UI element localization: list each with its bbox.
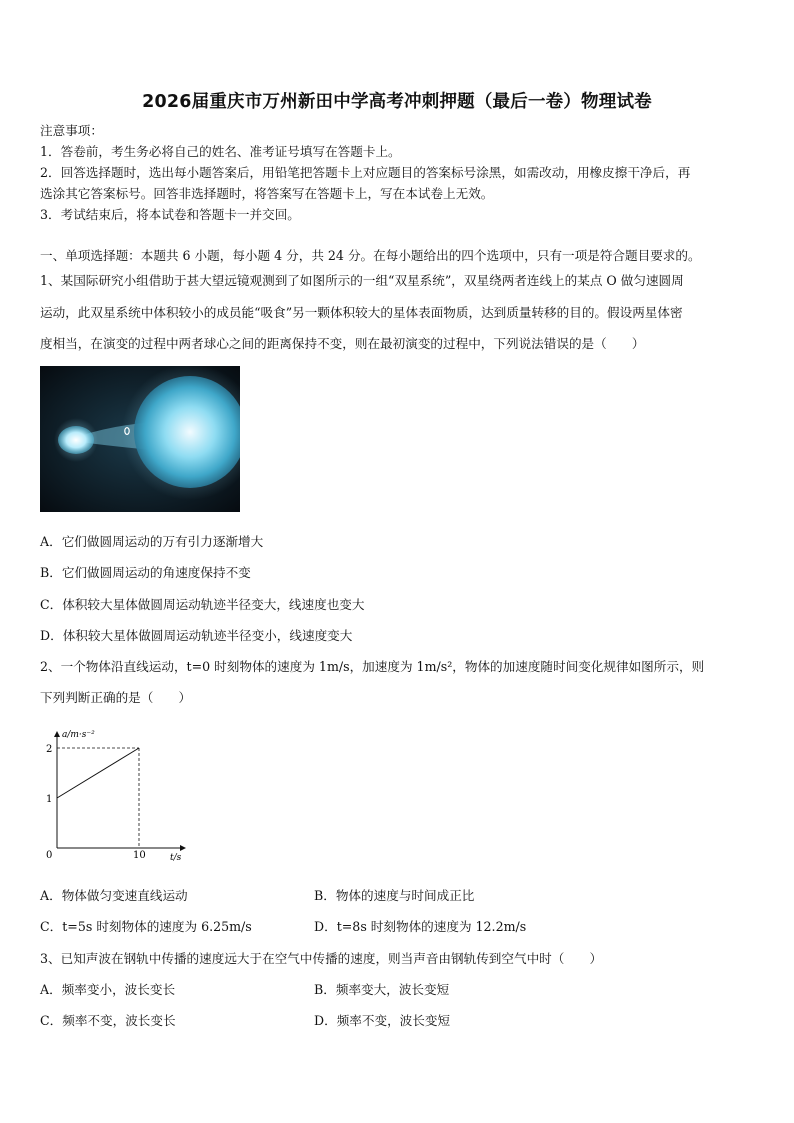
q1-option-b: B．它们做圆周运动的角速度保持不变 [40, 565, 251, 580]
q3-option-a: A．频率变小，波长变长 [40, 982, 176, 997]
section-heading: 一、单项选择题：本题共 6 小题，每小题 4 分，共 24 分。在每小题给出的四个选项中，只有一项是符合题目要求的。 [40, 248, 701, 263]
y-tick-label: 1 [46, 794, 53, 805]
q1-line-2: 运动，此双星系统中体积较小的成员能“吸食”另一颗体积较大的星体表面物质，达到质量转移的目的。假设两星体密 [40, 305, 683, 320]
acceleration-line [57, 748, 139, 798]
q2-option-a: A．物体做匀变速直线运动 [40, 888, 188, 903]
notice-line-2: 2．回答选择题时，选出每小题答案后，用铅笔把答题卡上对应题目的答案标号涂黑，如需改动，用橡皮擦干净后，再 [40, 165, 691, 180]
q1-option-c: C．体积较大星体做圆周运动轨迹半径变大，线速度也变大 [40, 597, 365, 612]
q1-line-1: 1、某国际研究小组借助于甚大望远镜观测到了如图所示的一组“双星系统”，双星绕两者连线上的某点 O 做匀速圆周 [40, 273, 684, 288]
notice-line-3: 选涂其它答案标号。回答非选择题时，将答案写在答题卡上，写在本试卷上无效。 [40, 186, 494, 201]
q3-line: 3、已知声波在钢轨中传播的速度远大于在空气中传播的速度，则当声音由钢轨传到空气中时（ ） [40, 951, 603, 966]
page-title: 2026届重庆市万州新田中学高考冲刺押题（最后一卷）物理试卷 [142, 92, 652, 112]
x-tick-label: 10 [133, 850, 146, 861]
notice-line-1: 1．答卷前，考生务必将自己的姓名、准考证号填写在答题卡上。 [40, 144, 401, 159]
q1-option-a: A．它们做圆周运动的万有引力逐渐增大 [40, 534, 264, 549]
origin-label: 0 [46, 850, 53, 861]
q2-option-c: C．t=5s 时刻物体的速度为 6.25m/s [40, 919, 252, 934]
y-axis-label: a/m·s⁻² [62, 730, 95, 740]
q2-option-d: D．t=8s 时刻物体的速度为 12.2m/s [314, 919, 527, 934]
q3-option-c: C．频率不变，波长变长 [40, 1013, 176, 1028]
q3-option-d: D．频率不变，波长变短 [314, 1013, 451, 1028]
notice-line-4: 3．考试结束后，将本试卷和答题卡一并交回。 [40, 207, 300, 222]
y-tick-label: 2 [46, 744, 53, 755]
q1-option-d: D．体积较大星体做圆周运动轨迹半径变小，线速度变大 [40, 628, 353, 643]
q3-option-b: B．频率变大，波长变短 [314, 982, 450, 997]
acceleration-time-graph [40, 724, 200, 864]
binary-star-image [40, 366, 240, 512]
q2-line-2: 下列判断正确的是（ ） [40, 690, 192, 705]
x-axis-label: t/s [170, 853, 182, 863]
notice-heading: 注意事项： [40, 123, 103, 138]
q1-line-3: 度相当，在演变的过程中两者球心之间的距离保持不变，则在最初演变的过程中，下列说法错误的是（ ） [40, 336, 645, 351]
q2-option-b: B．物体的速度与时间成正比 [314, 888, 475, 903]
q2-line-1: 2、一个物体沿直线运动，t=0 时刻物体的速度为 1m/s，加速度为 1m/s²，物体的加速度随时间变化规律如图所示，则 [40, 659, 705, 674]
